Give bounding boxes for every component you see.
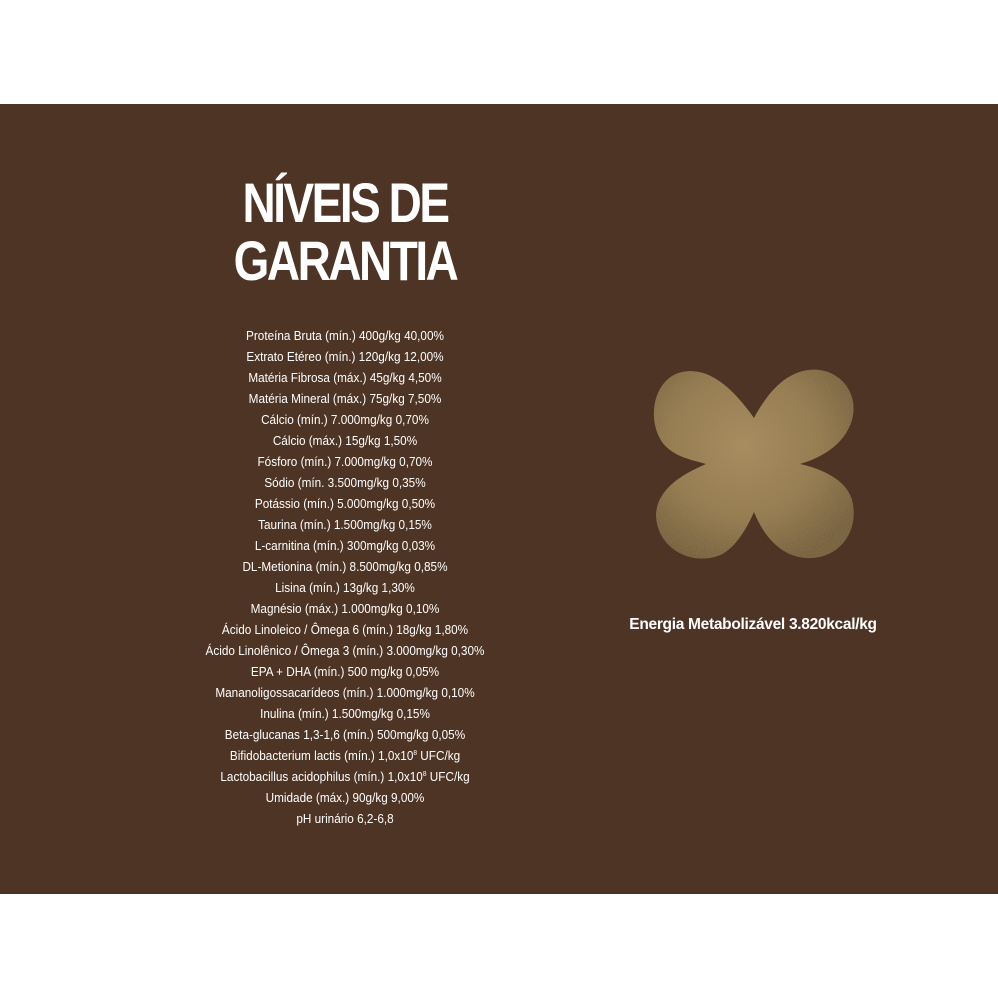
nutrient-item: Inulina (mín.) 1.500mg/kg 0,15% xyxy=(260,707,430,721)
nutrient-item: pH urinário 6,2-6,8 xyxy=(296,812,394,826)
nutrient-list xyxy=(170,326,520,830)
nutrient-item: Umidade (máx.) 90g/kg 9,00% xyxy=(265,791,425,805)
nutrient-item: Magnésio (máx.) 1.000mg/kg 0,10% xyxy=(250,602,440,616)
nutrient-item-lactobacillus xyxy=(181,767,510,788)
nutrient-item: Ácido Linolênico / Ômega 3 (mín.) 3.000mg/kg 0,30% xyxy=(205,644,485,658)
nutrient-item: Extrato Etéreo (mín.) 120g/kg 12,00% xyxy=(246,350,444,364)
nutrient-item: Cálcio (máx.) 15g/kg 1,50% xyxy=(272,434,418,448)
nutrient-item: Sódio (mín. 3.500mg/kg 0,35% xyxy=(264,476,426,490)
exponent: 8 xyxy=(422,770,427,778)
nutrient-unit: UFC/kg xyxy=(426,770,470,784)
nutrient-item: Ácido Linoleico / Ômega 6 (mín.) 18g/kg 1,80% xyxy=(221,623,469,637)
nutrient-item: Potássio (mín.) 5.000mg/kg 0,50% xyxy=(254,497,436,511)
nutrient-item: EPA + DHA (mín.) 500 mg/kg 0,05% xyxy=(250,665,440,679)
nutrient-item: Lisina (mín.) 13g/kg 1,30% xyxy=(275,581,415,595)
nutrient-item: L-carnitina (mín.) 300mg/kg 0,03% xyxy=(254,539,436,553)
exponent: 8 xyxy=(413,749,418,757)
nutrient-item: Cálcio (mín.) 7.000mg/kg 0,70% xyxy=(261,413,429,427)
nutrient-item: Proteína Bruta (mín.) 400g/kg 40,00% xyxy=(246,329,444,343)
nutrient-item-bifidobacterium xyxy=(181,746,510,767)
nutrient-text: Lactobacillus acidophilus (mín.) 1,0x10 xyxy=(220,770,423,784)
title-line-1: NÍVEIS DE xyxy=(242,171,448,234)
title-line-2: GARANTIA xyxy=(233,229,457,292)
nutrient-item: DL-Metionina (mín.) 8.500mg/kg 0,85% xyxy=(242,560,448,574)
nutrient-item: Mananoligossacarídeos (mín.) 1.000mg/kg 0,10% xyxy=(215,686,475,700)
guarantee-panel xyxy=(0,104,998,894)
energy-label: Energia Metabolizável 3.820kcal/kg xyxy=(629,616,877,633)
nutrient-item: Beta-glucanas 1,3-1,6 (mín.) 500mg/kg 0,05% xyxy=(224,728,466,742)
nutrient-item: Matéria Mineral (máx.) 75g/kg 7,50% xyxy=(248,392,442,406)
nutrient-item: Taurina (mín.) 1.500mg/kg 0,15% xyxy=(258,518,432,532)
kibble-image xyxy=(648,360,860,568)
nutrient-unit: UFC/kg xyxy=(417,749,461,763)
nutrient-item: Matéria Fibrosa (máx.) 45g/kg 4,50% xyxy=(248,371,442,385)
page-title xyxy=(226,171,464,292)
kibble-shape xyxy=(654,370,854,559)
nutrient-text: Bifidobacterium lactis (mín.) 1,0x10 xyxy=(229,749,414,763)
nutrient-item: Fósforo (mín.) 7.000mg/kg 0,70% xyxy=(257,455,433,469)
